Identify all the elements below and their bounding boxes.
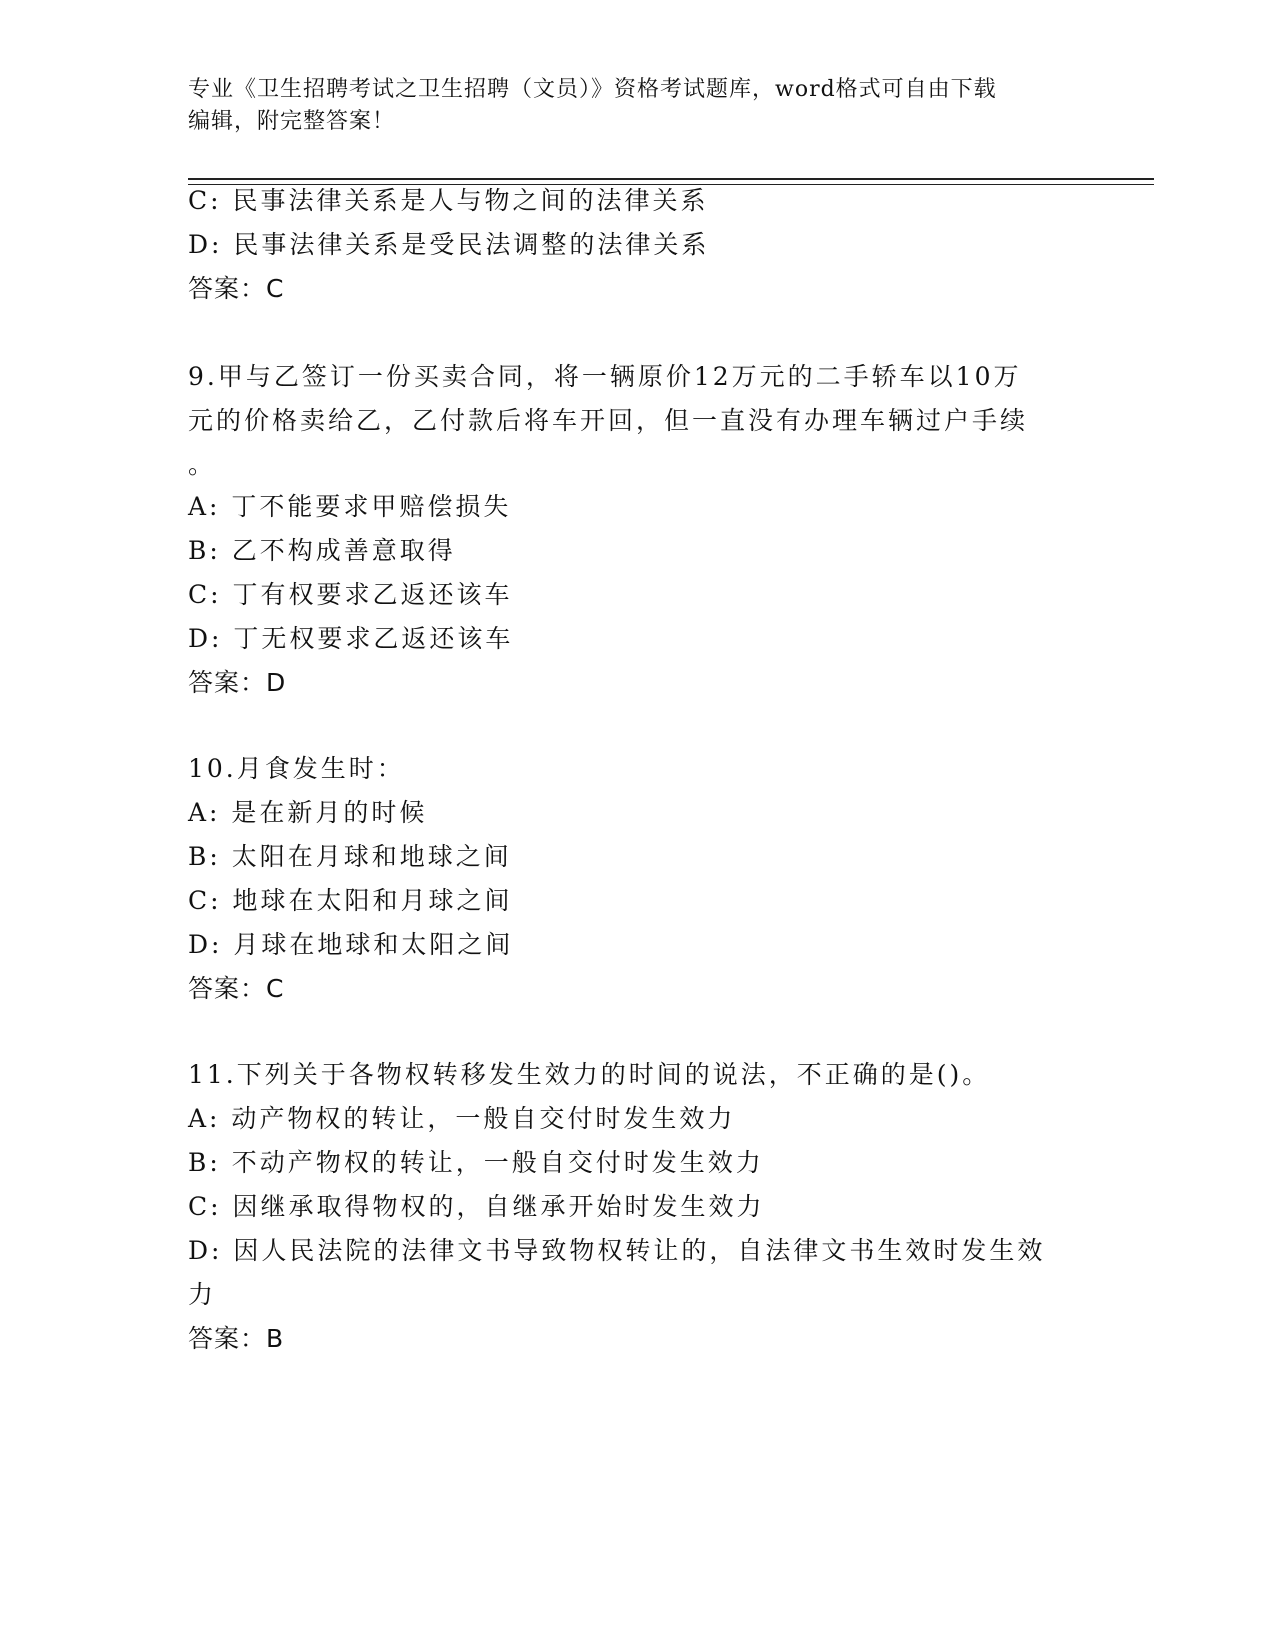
q9-option-b: B: 乙不构成善意取得 — [188, 536, 456, 565]
q10-stem: 10.月食发生时： — [188, 754, 405, 783]
q8-option-c: C: 民事法律关系是人与物之间的法律关系 — [188, 186, 709, 215]
header-line-1: 专业《卫生招聘考试之卫生招聘（文员）》资格考试题库，word格式可自由下载 — [188, 77, 997, 102]
q9-answer: 答案：D — [188, 668, 287, 697]
q9-stem-line-2: 元的价格卖给乙，乙付款后将车开回，但一直没有办理车辆过户手续 — [188, 406, 1029, 435]
q10-option-b: B: 太阳在月球和地球之间 — [188, 842, 512, 871]
q8-answer: 答案：C — [188, 274, 285, 303]
q9-stem-line-3: 。 — [188, 450, 217, 479]
q10-answer: 答案：C — [188, 974, 285, 1003]
q11-stem: 11.下列关于各物权转移发生效力的时间的说法，不正确的是()。 — [188, 1060, 991, 1089]
q8-option-d: D: 民事法律关系是受民法调整的法律关系 — [188, 230, 710, 259]
document-header — [188, 74, 1088, 138]
q11-option-c: C: 因继承取得物权的，自继承开始时发生效力 — [188, 1192, 765, 1221]
q11-option-d-line-2: 力 — [188, 1280, 217, 1309]
header-line-2: 编辑，附完整答案！ — [188, 109, 396, 134]
q10-option-a: A: 是在新月的时候 — [188, 798, 428, 827]
q11-option-d-line-1: D: 因人民法院的法律文书导致物权转让的，自法律文书生效时发生效 — [188, 1236, 1046, 1265]
header-divider-thick — [188, 178, 1154, 180]
q10-option-c: C: 地球在太阳和月球之间 — [188, 886, 513, 915]
q9-option-d: D: 丁无权要求乙返还该车 — [188, 624, 514, 653]
q10-option-d: D: 月球在地球和太阳之间 — [188, 930, 514, 959]
q11-answer: 答案：B — [188, 1324, 285, 1353]
q9-option-a: A: 丁不能要求甲赔偿损失 — [188, 492, 512, 521]
q11-option-a: A: 动产物权的转让，一般自交付时发生效力 — [188, 1104, 736, 1133]
q11-option-b: B: 不动产物权的转让，一般自交付时发生效力 — [188, 1148, 764, 1177]
q9-stem-line-1: 9.甲与乙签订一份买卖合同，将一辆原价12万元的二手轿车以10万 — [188, 362, 1022, 391]
q9-option-c: C: 丁有权要求乙返还该车 — [188, 580, 513, 609]
